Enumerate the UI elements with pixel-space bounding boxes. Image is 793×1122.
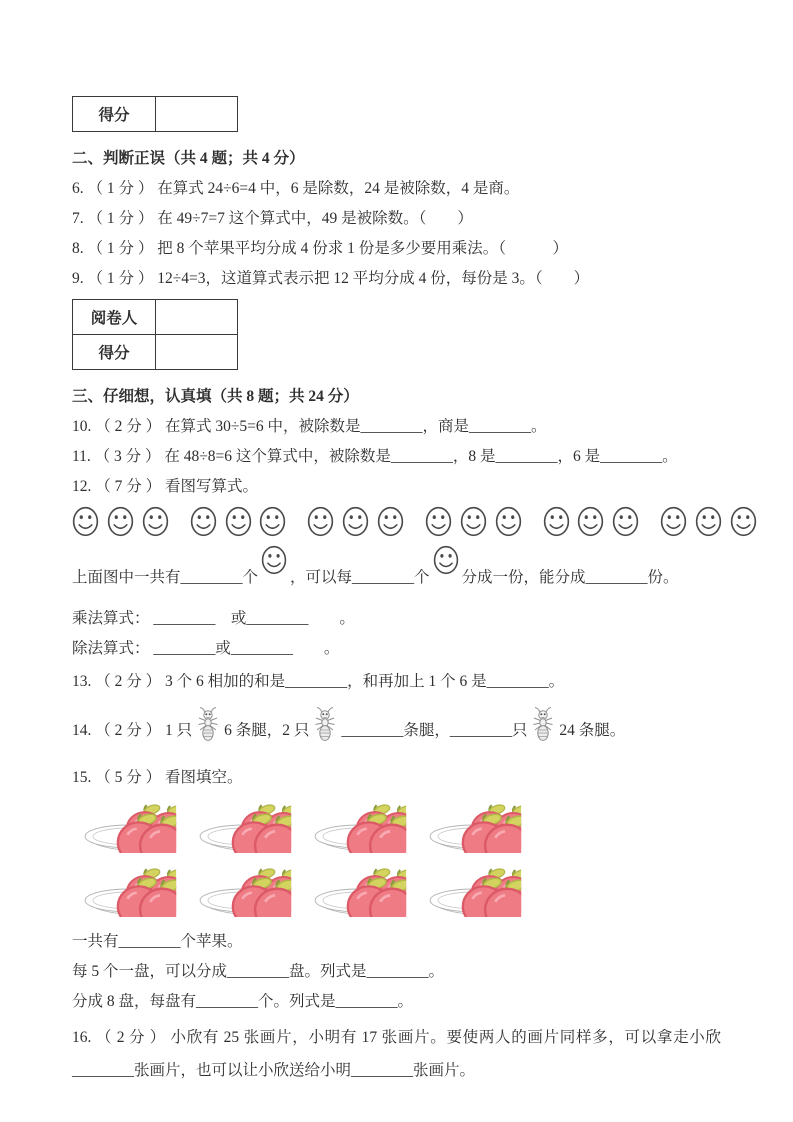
smiley-face-icon bbox=[660, 506, 687, 537]
q14-part-1: 14. （ 2 分 ） 1 只 bbox=[72, 722, 193, 739]
smiley-face-icon bbox=[695, 506, 722, 537]
plate-of-apples-icon bbox=[302, 797, 414, 853]
smiley-face-icon bbox=[261, 545, 287, 575]
question-6: 6. （ 1 分 ） 在算式 24÷6=4 中，6 是除数，24 是被除数，4 是商。 bbox=[72, 180, 520, 197]
smiley-face-icon bbox=[342, 506, 369, 537]
question-13: 13. （ 2 分 ） 3 个 6 相加的和是________，和再加上 1 个 6 是________。 bbox=[72, 673, 565, 690]
plate-of-apples-icon bbox=[417, 861, 529, 917]
smiley-face-icon bbox=[577, 506, 604, 537]
ant-icon bbox=[197, 706, 219, 742]
smiley-face-icon bbox=[107, 506, 134, 537]
q14-part-4: 24 条腿。 bbox=[559, 722, 626, 739]
q12-fill-part-2: ，可以每________个 bbox=[290, 569, 430, 586]
grader-score-table bbox=[72, 299, 238, 370]
apple-plates-grid bbox=[72, 797, 721, 917]
question-12-title: 12. （ 7 分 ） 看图写算式。 bbox=[72, 478, 259, 495]
q12-multiply-line: 乘法算式： ________ 或________ 。 bbox=[72, 610, 355, 627]
plate-of-apples-icon bbox=[72, 797, 184, 853]
smiley-row bbox=[72, 506, 721, 537]
smiley-face-icon bbox=[730, 506, 757, 537]
smiley-face-icon bbox=[142, 506, 169, 537]
smiley-face-icon bbox=[72, 506, 99, 537]
smiley-face-icon bbox=[543, 506, 570, 537]
score-row bbox=[73, 335, 238, 370]
plate-of-apples-icon bbox=[417, 797, 529, 853]
q15-fill-3: 分成 8 盘，每盘有________个。列式是________。 bbox=[72, 993, 414, 1010]
smiley-face-icon bbox=[259, 506, 286, 537]
grader-label: 阅卷人 bbox=[73, 300, 156, 335]
ant-icon bbox=[532, 706, 554, 742]
question-12-fill-line bbox=[72, 545, 721, 598]
grader-blank-cell bbox=[156, 300, 238, 335]
smiley-face-icon bbox=[225, 506, 252, 537]
smiley-face-icon bbox=[425, 506, 452, 537]
score-blank-cell-2 bbox=[156, 335, 238, 370]
smiley-face-icon bbox=[307, 506, 334, 537]
question-11: 11. （ 3 分 ） 在 48÷8=6 这个算式中，被除数是________，8 是________，6 是________。 bbox=[72, 448, 678, 465]
score-label-2: 得分 bbox=[73, 335, 156, 370]
q12-fill-part-1: 上面图中一共有________个 bbox=[72, 569, 259, 586]
score-table-row bbox=[73, 97, 238, 132]
ant-icon bbox=[314, 706, 336, 742]
question-16: 16. （ 2 分 ） 小欣有 25 张画片，小明有 17 张画片。要使两人的画片同样多，可以拿走小欣________张画片，也可以让小欣送给小明________张画片。 bbox=[72, 1029, 721, 1079]
question-14 bbox=[72, 706, 721, 753]
question-15-title: 15. （ 5 分 ） 看图填空。 bbox=[72, 769, 243, 786]
smiley-face-icon bbox=[377, 506, 404, 537]
grader-row bbox=[73, 300, 238, 335]
q12-divide-line: 除法算式： ________或________ 。 bbox=[72, 640, 340, 657]
score-blank-cell bbox=[156, 97, 238, 132]
smiley-face-icon bbox=[190, 506, 217, 537]
plate-of-apples-icon bbox=[72, 861, 184, 917]
plate-of-apples-icon bbox=[187, 861, 299, 917]
smiley-face-icon bbox=[495, 506, 522, 537]
q14-part-3: ________条腿，________只 bbox=[341, 722, 528, 739]
question-8: 8. （ 1 分 ） 把 8 个苹果平均分成 4 份求 1 份是多少要用乘法。（ ） bbox=[72, 240, 569, 257]
score-label: 得分 bbox=[73, 97, 156, 132]
smiley-face-icon bbox=[612, 506, 639, 537]
q15-fill-2: 每 5 个一盘，可以分成________盘。列式是________。 bbox=[72, 963, 445, 980]
section-2-heading: 二、判断正误（共 4 题；共 4 分） bbox=[72, 150, 305, 167]
smiley-face-icon bbox=[433, 545, 459, 575]
question-9: 9. （ 1 分 ） 12÷4=3，这道算式表示把 12 平均分成 4 份，每份是 3。（ ） bbox=[72, 270, 590, 287]
q15-fill-1: 一共有________个苹果。 bbox=[72, 933, 243, 950]
section-3-heading: 三、仔细想，认真填（共 8 题；共 24 分） bbox=[72, 388, 359, 405]
smiley-face-icon bbox=[460, 506, 487, 537]
plate-of-apples-icon bbox=[302, 861, 414, 917]
score-table-top bbox=[72, 96, 238, 132]
q12-fill-part-3: 分成一份，能分成________份。 bbox=[461, 569, 679, 586]
question-7: 7. （ 1 分 ） 在 49÷7=7 这个算式中，49 是被除数。（ ） bbox=[72, 210, 473, 227]
plate-of-apples-icon bbox=[187, 797, 299, 853]
question-10: 10. （ 2 分 ） 在算式 30÷5=6 中，被除数是________，商是________。 bbox=[72, 418, 547, 435]
q14-part-2: 6 条腿，2 只 bbox=[224, 722, 310, 739]
